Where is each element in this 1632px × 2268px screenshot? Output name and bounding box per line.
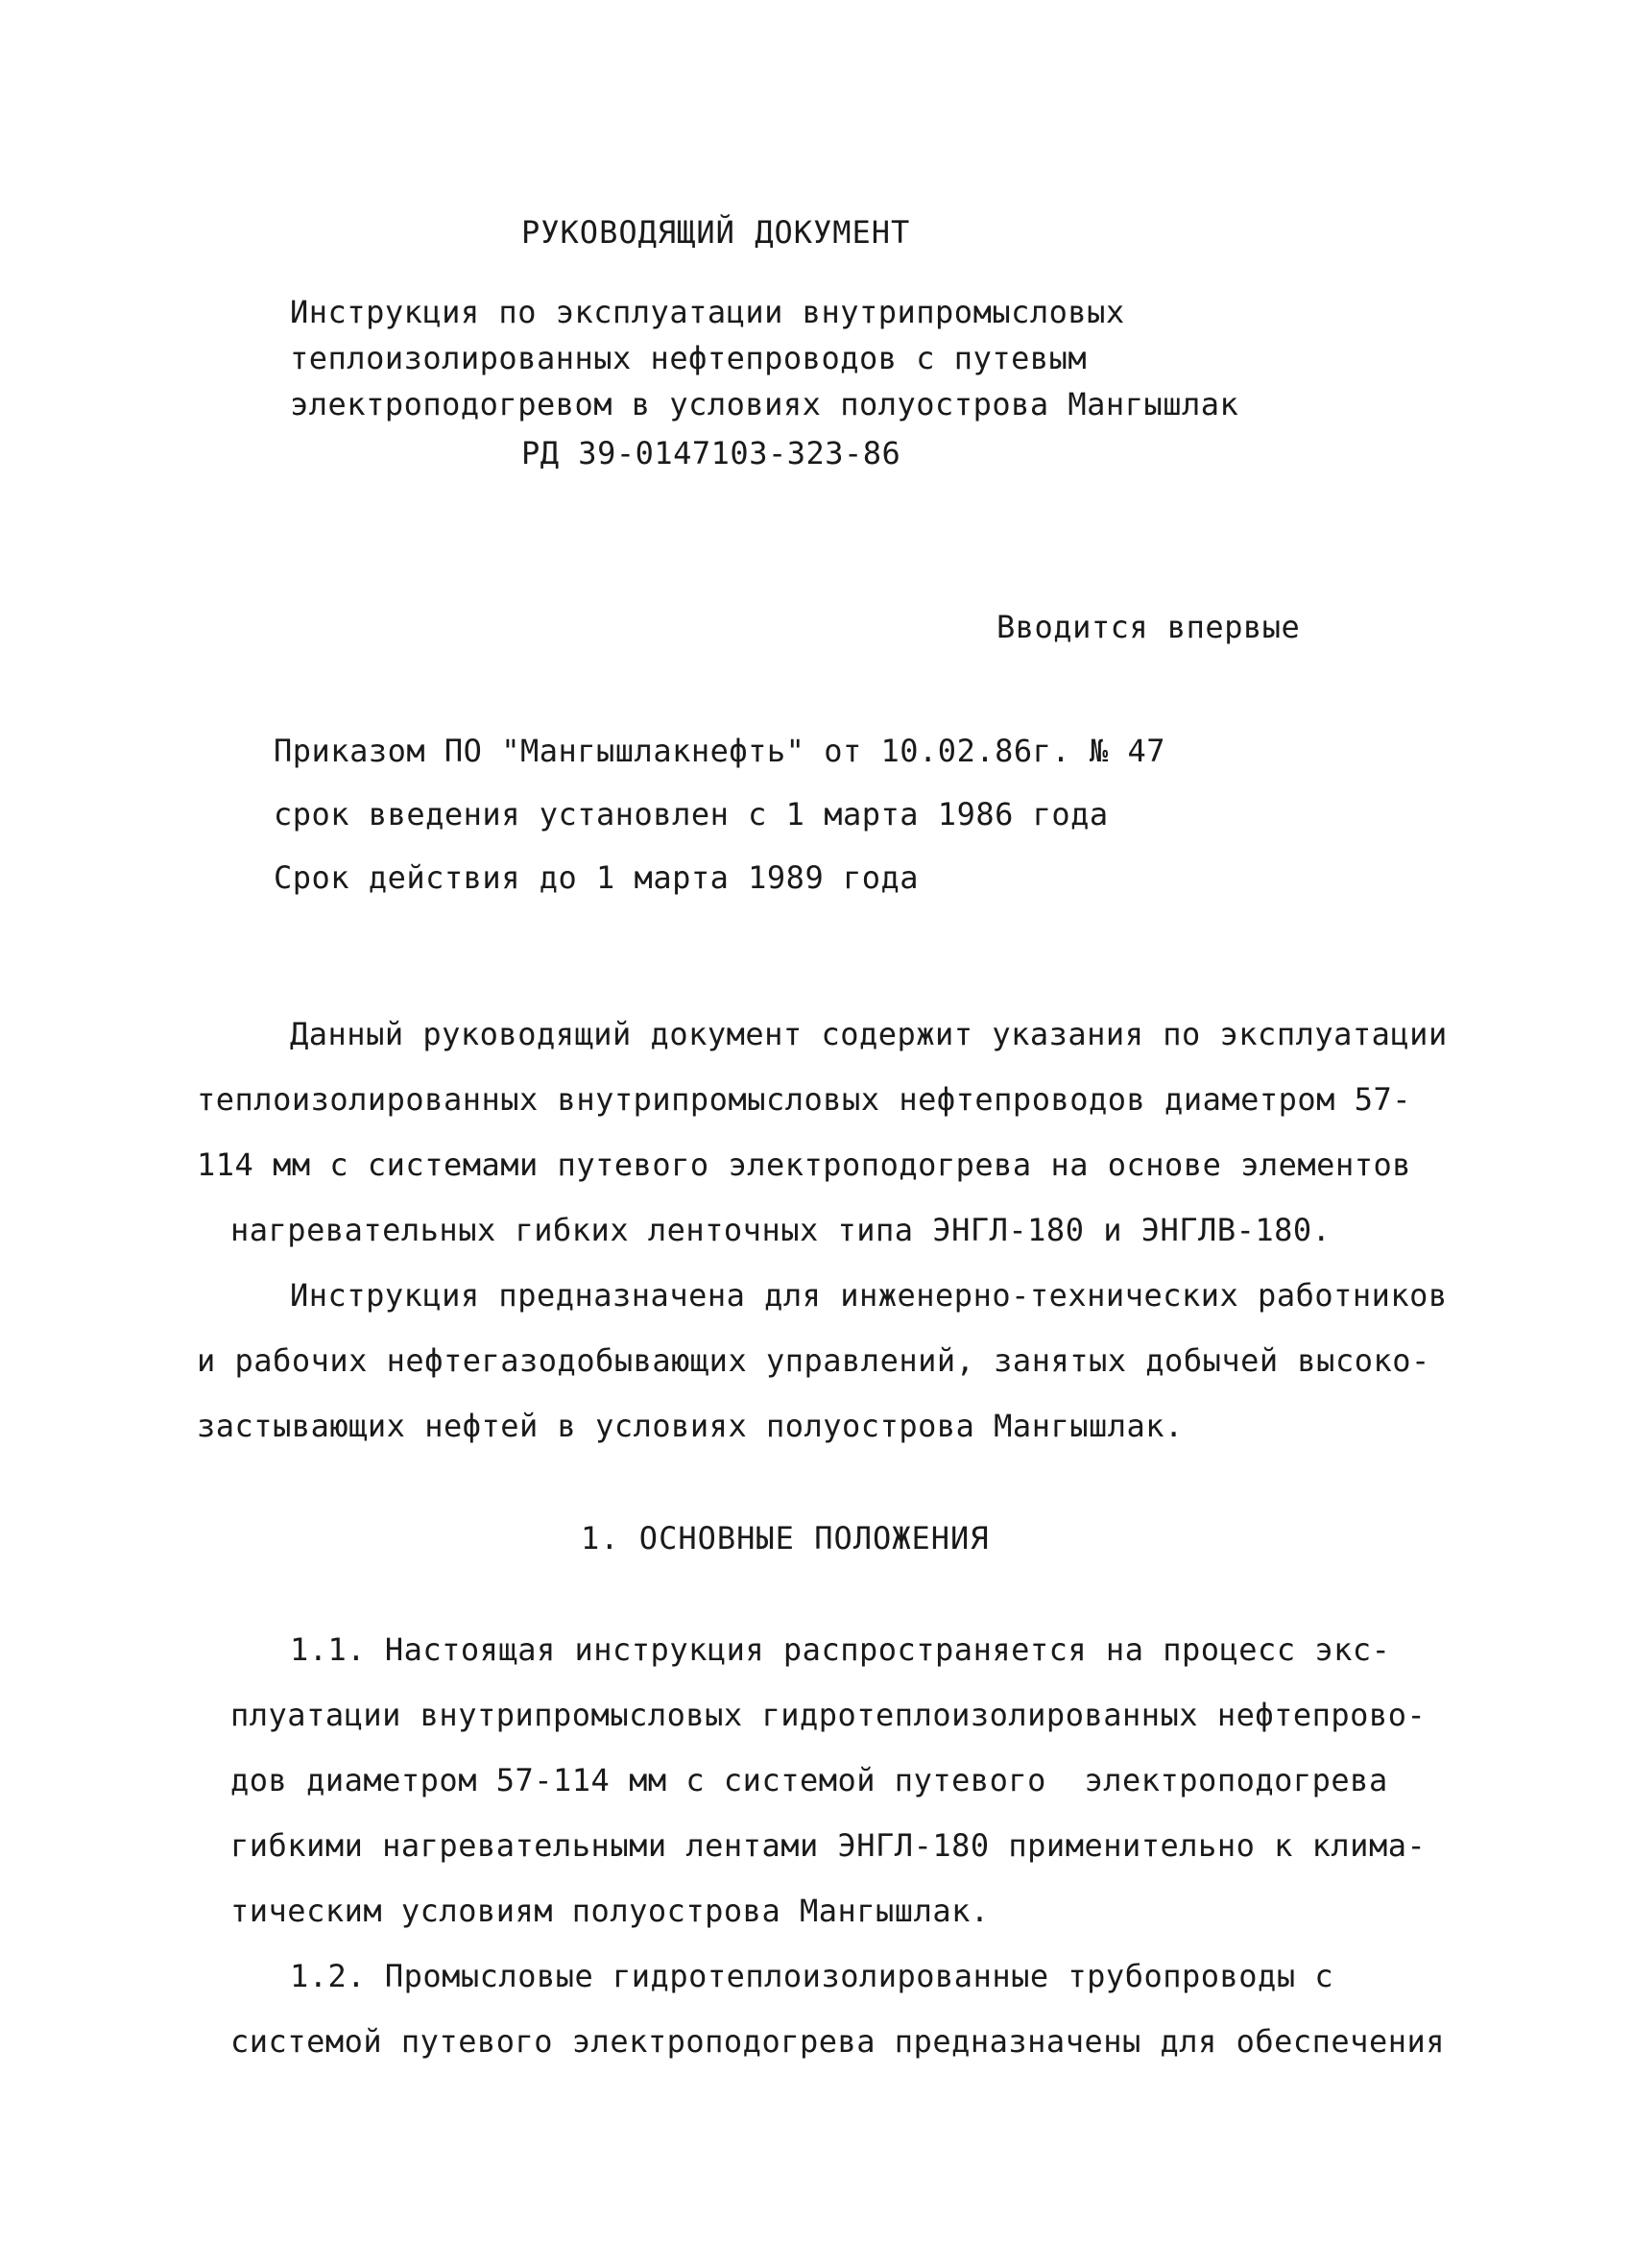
- section-heading: 1. ОСНОВНЫЕ ПОЛОЖЕНИЯ: [581, 1520, 990, 1556]
- body-paragraph-line: теплоизолированных внутрипромысловых нефтепроводов диаметром 57-: [197, 1081, 1411, 1118]
- document-type-heading: РУКОВОДЯЩИЙ ДОКУМЕНТ: [521, 214, 911, 251]
- document-title-line-1: Инструкция по эксплуатации внутрипромысловых: [290, 294, 1125, 330]
- clause-line: плуатации внутрипромысловых гидротеплоизолированных нефтепрово-: [230, 1697, 1427, 1733]
- order-line: Приказом ПО "Мангышлакнефть" от 10.02.86г. № 47: [274, 733, 1165, 769]
- document-title-line-3: электроподогревом в условиях полуострова Мангышлак: [290, 386, 1239, 422]
- clause-line: гибкими нагревательными лентами ЭНГЛ-180 применительно к клима-: [230, 1827, 1427, 1864]
- document-title-line-2: теплоизолированных нефтепроводов с путевым: [290, 340, 1088, 376]
- body-paragraph-line: застывающих нефтей в условиях полуострова Мангышлак.: [197, 1408, 1184, 1444]
- clause-line: дов диаметром 57-114 мм с системой путевого электроподогрева: [230, 1762, 1388, 1798]
- body-paragraph-line: Данный руководящий документ содержит указания по эксплуатации: [290, 1016, 1448, 1052]
- clause-line: системой путевого электроподогрева предназначены для обеспечения: [230, 2023, 1445, 2060]
- order-line: срок введения установлен с 1 марта 1986 года: [274, 796, 1109, 832]
- body-paragraph-line: Инструкция предназначена для инженерно-технических работников: [290, 1277, 1448, 1314]
- body-paragraph-line: и рабочих нефтегазодобывающих управлений, занятых добычей высоко-: [197, 1342, 1430, 1379]
- body-paragraph-line: нагревательных гибких ленточных типа ЭНГЛ-180 и ЭНГЛВ-180.: [230, 1212, 1332, 1248]
- order-line: Срок действия до 1 марта 1989 года: [274, 859, 920, 896]
- clause-line: 1.1. Настоящая инструкция распространяется на процесс экс-: [290, 1631, 1391, 1668]
- introduction-note: Вводится впервые: [996, 609, 1301, 645]
- document-code: РД 39-0147103-323-86: [521, 435, 901, 471]
- clause-line: тическим условиям полуострова Мангышлак.: [230, 1893, 990, 1929]
- clause-line: 1.2. Промысловые гидротеплоизолированные трубопроводы с: [290, 1958, 1334, 1994]
- body-paragraph-line: 114 мм с системами путевого электроподогрева на основе элементов: [197, 1146, 1411, 1183]
